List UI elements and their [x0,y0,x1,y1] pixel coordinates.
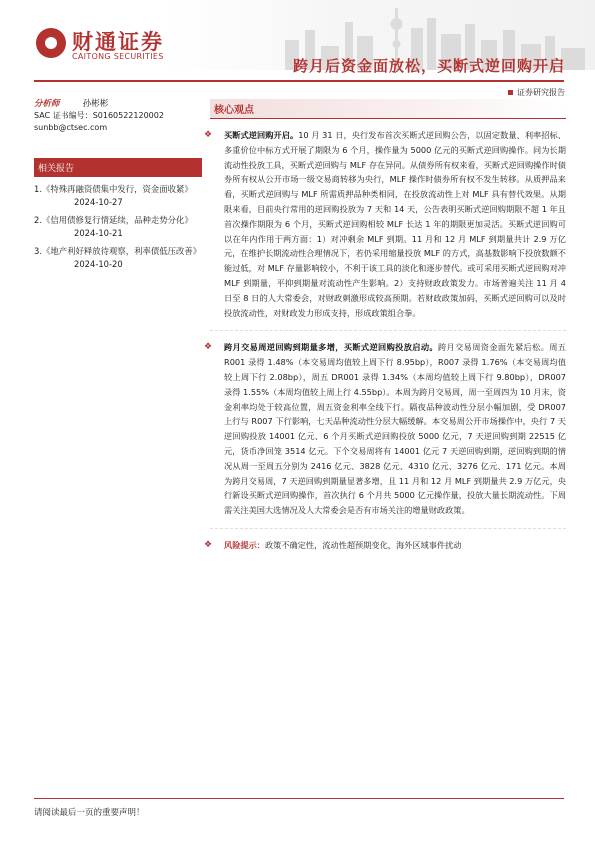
report-type-label [508,87,565,98]
report-type-text: 证券研究报告 [517,88,565,97]
core-paragraph-1 [204,128,566,320]
related-report-date: 2024-10-27 [74,196,123,207]
footer-disclaimer: 请阅读最后一页的重要声明！ [34,808,145,818]
related-report-item[interactable] [34,214,202,239]
title-divider [34,80,564,82]
sidebar [34,98,202,276]
diamond-bullet-icon: ❖ [204,539,213,550]
diamond-bullet-icon: ❖ [204,342,213,353]
analyst-row [34,98,202,110]
paragraph-lead: 买断式逆回购开启。 [224,130,299,140]
report-header [0,0,595,97]
analyst-role: 分析师 [34,99,60,109]
paragraph-divider [210,528,566,529]
report-title: 跨月后资金面放松，买断式逆回购开启 [292,57,565,75]
related-report-title: 1.《特殊再融资债集中发行，资金面收紧》 [34,184,193,194]
diamond-bullet-icon: ❖ [204,130,213,140]
sac-label: SAC 证书编号： [34,111,93,120]
paragraph-lead: 跨月交易周逆回购到期量多增，买断式逆回购投放启动。 [224,342,438,353]
paragraph-divider [210,330,566,331]
footer-divider [34,798,564,799]
company-logo [36,28,186,68]
core-views-section [204,99,566,553]
related-report-item[interactable] [34,245,202,270]
analyst-email[interactable]: sunbb@ctsec.com [34,123,108,132]
analyst-name: 孙彬彬 [82,99,109,109]
related-report-date: 2024-10-21 [74,227,123,238]
risk-warning [204,538,566,553]
related-report-date: 2024-10-20 [74,258,123,269]
paragraph-body: 10 月 31 日，央行发布首次买断式逆回购公告，以固定数量、利率招标、多重价位中标方式开展了期限为 6 个月，操作量为 5000 亿元的买断式逆回购操作。同为长期流动性投放工具，买断式逆回购与 MLF 存在异同。从债券所有权来看，买断式逆回购操作时债券所有权从公开市场一级交易商转移为央行，MLF 操作时债券所有权不发生转移。从质押品来看，买断式逆回购与 MLF 所需质押品种类相同，在投放流动性上对 MLF 具有替代效果。从期限来看，目前央行常用的逆回购投放为 7 天和 14 天，公告表明买断式逆回购期限不超 1 年且首次操作期限为 6 个月，买断式逆回购相较 MLF 长达 1 年的期限更加灵活。买断式逆回购可以在年内作用于两方面：1）对冲剩余 MLF 到期。11 月和 12 月 MLF 到期量共计 2.9 万亿元，在维护长期流动性合理情况下，若仍采用缩量投放 MLF 的方式，高基数影响下投放数额不能过低，对 MLF 存量影响较小，不利于该工具的淡化和逐步替代。或可采用买断式逆回购对冲 MLF 到期量，平抑到期量对流动性产生影响。2）支持财政政策发力。市场普遍关注 11 月 4 日至 8 日的人大常委会，对财政刺激形成较高预期。若财政政策加码，买断式逆回购可以及时投放流动性，对财政发力形成支持，形成政策组合拳。 [224,130,566,318]
sac-number: S0160522120002 [92,111,164,120]
risk-body: 政策不确定性，流动性超预期变化，海外区域事件扰动 [264,539,462,550]
logo-mark-icon [36,28,66,58]
related-reports-list [34,183,202,270]
square-bullet-icon [508,90,513,95]
related-report-title: 2.《信用债修复行情延续，品种走势分化》 [34,215,193,225]
related-reports-heading: 相关报告 [34,158,202,177]
risk-lead: 风险提示： [224,539,265,550]
logo-name-cn: 财通证券 [72,30,164,54]
core-views-heading: 核心观点 [210,99,566,119]
related-report-title: 3.《地产利好释放待观察，利率债低压改善》 [34,246,202,256]
related-report-item[interactable] [34,183,202,208]
core-paragraph-2 [204,340,566,518]
sac-certificate [34,110,202,122]
logo-name-en: CAITONG SECURITIES [72,52,164,61]
paragraph-body: 跨月交易周资金面先紧后松。周五 R001 录得 1.48%（本交易周均值较上周下行 8.95bp），R007 录得 1.76%（本交易周均值较上周下行 2.08bp），周五 DR001 录得 1.34%（本周均值较上周下行 9.80bp），DR007 录得 1.55%（本周均值较上周上行 4.55bp）。本周为跨月交易周，周一至周四为 10 月末，资金利率均处于较高位置，周五资金利率全线下行。隔夜品种波动性分层小幅加剧，受 DR007 上行与 R007 下行影响，七天品种流动性分层大幅缓解。本交易周公开市场操作中，央行 7 天逆回购投放 14001 亿元、6 个月买断式逆回购投放 5000 亿元，7 天逆回购到期 22515 亿元，货币净回笼 3514 亿元。下个交易周将有 14001 亿元 7 天逆回购到期，逆回购到期的情况从周一至周五分别为 2416 亿元、3828 亿元、4310 亿元、3276 亿元、171 亿元。本周为跨月交易周，7 天逆回购到期量显著多增，且 11 月和 12 月 MLF 到期量共 2.9 万亿元，央行新设买断式逆回购操作，首次执行 6 个月共 5000 亿元操作量，投放大量长期流动性。下周需关注美国大选情况及人大常委会是否有市场关注的增量财政政策。 [224,342,566,516]
